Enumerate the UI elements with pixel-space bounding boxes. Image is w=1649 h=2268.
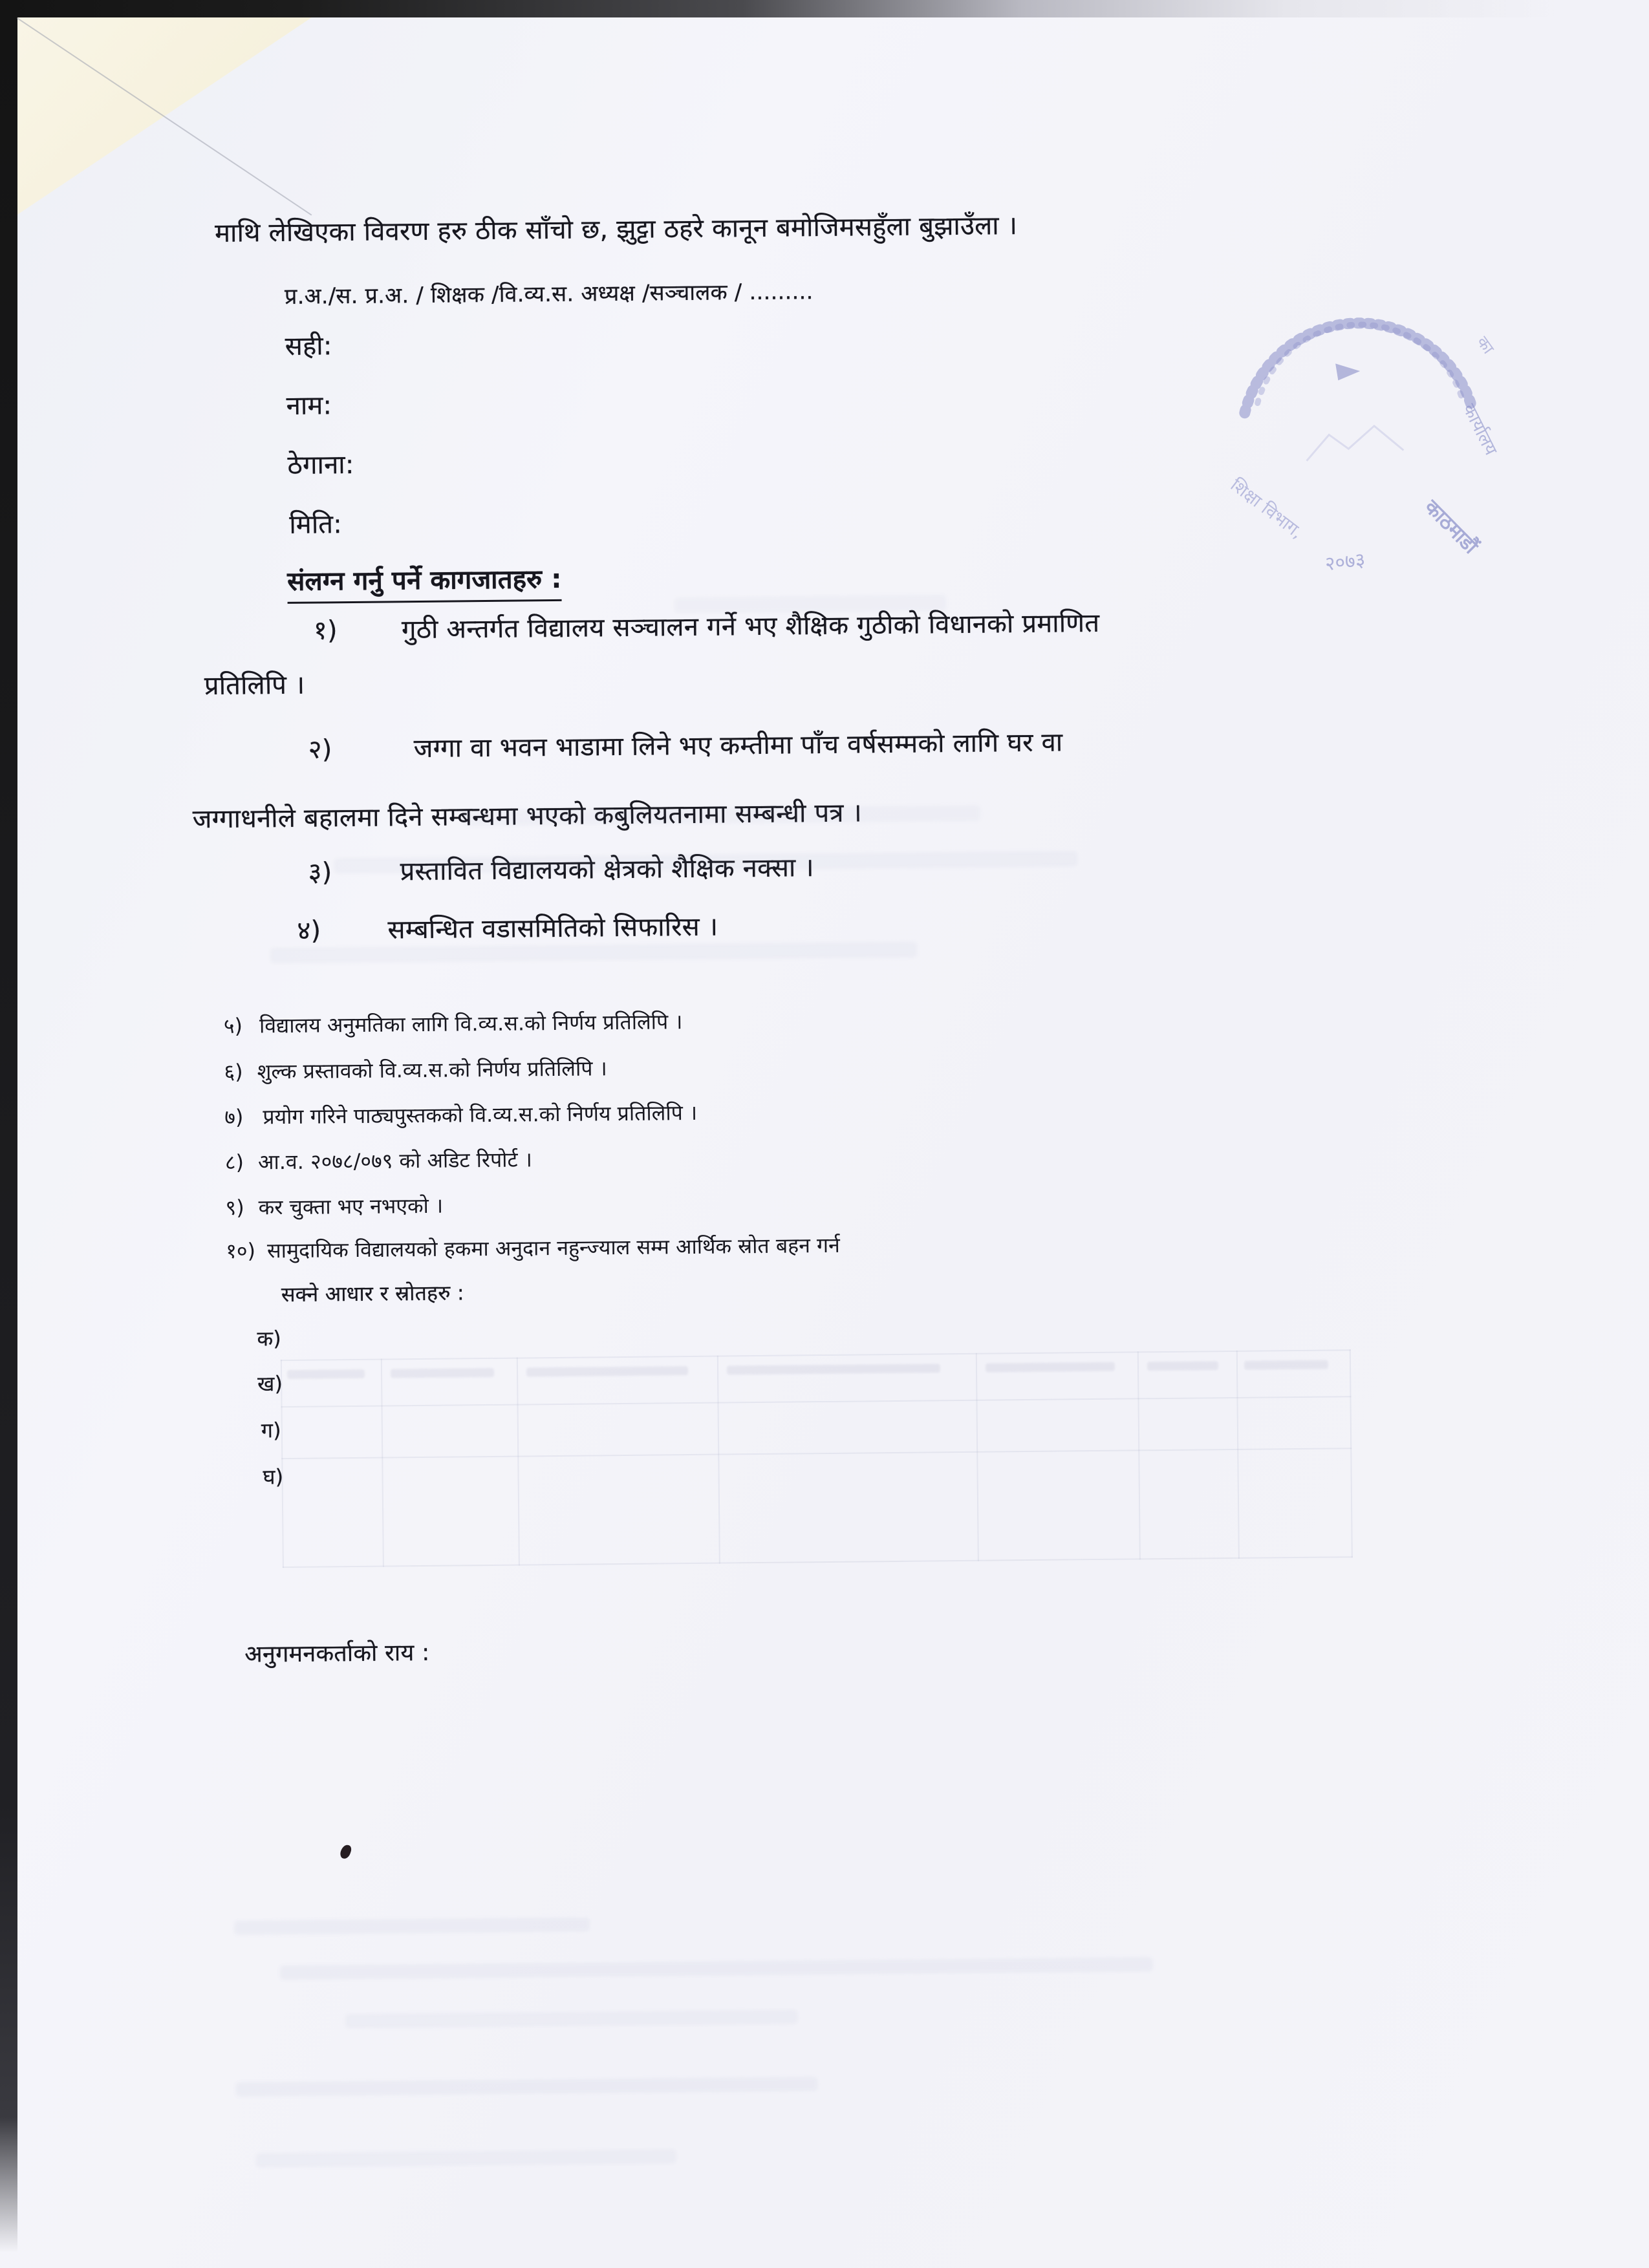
item-7-text: प्रयोग गरिने पाठ्यपुस्तकको वि.व्य.स.को निर्णय प्रतिलिपि । — [263, 1100, 698, 1129]
item-5 — [224, 1007, 683, 1040]
monitor-opinion-label: अनुगमनकर्ताको राय : — [244, 1639, 430, 1668]
item-6-text: शुल्क प्रस्तावको वि.व्य.स.को निर्णय प्रतिलिपि । — [257, 1056, 607, 1084]
bleedthrough-line — [674, 595, 946, 613]
item-8 — [225, 1145, 532, 1176]
scan-left-edge — [0, 0, 17, 2252]
item-7 — [224, 1098, 697, 1131]
item-6-number: ६) — [224, 1059, 243, 1084]
bleedthrough-line — [256, 2149, 676, 2167]
scan-top-edge — [0, 0, 1649, 17]
item-9-text: कर चुक्ता भए नभएको । — [258, 1193, 444, 1220]
attachments-heading: संलग्न गर्नु पर्ने कागजातहरु : — [287, 560, 562, 604]
stamp-text-left: शिक्षा विभाग, — [1226, 475, 1307, 543]
ink-dot — [339, 1843, 352, 1859]
name-label: नाम: — [286, 390, 332, 421]
stamp-fragment: का — [1472, 332, 1498, 358]
item-4-number: ४) — [297, 915, 321, 946]
letter-item-ga: ग) — [261, 1418, 281, 1443]
signature-label: सही: — [285, 331, 332, 361]
item-7-number: ७) — [224, 1104, 244, 1129]
bleedthrough-line — [234, 1918, 590, 1935]
bleedthrough-line — [345, 2009, 798, 2028]
item-3-number: ३) — [308, 857, 332, 888]
item-2-text-cont: जग्गाधनीले बहालमा दिने सम्बन्धमा भएको कबुलियतनामा सम्बन्धी पत्र । — [192, 798, 863, 835]
bleedthrough-line — [270, 942, 917, 964]
stamp-text-right-lower: काठमाडौं — [1419, 495, 1483, 559]
bleedthrough-line — [280, 1957, 1153, 1980]
letter-item-ka: क) — [257, 1326, 282, 1351]
item-4-text: सम्बन्धित वडासमितिको सिफारिस । — [387, 912, 718, 945]
stamp-text-right-upper: कार्यालय — [1458, 400, 1501, 459]
item-10-text: सामुदायिक विद्यालयको हकमा अनुदान नहुन्ज्याल सम्म आर्थिक स्रोत बहन गर्न — [266, 1232, 841, 1263]
letter-item-gha: घ) — [263, 1464, 284, 1490]
designation-line: प्र.अ./स. प्र.अ. / शिक्षक /वि.व्य.स. अध्यक्ष /सञ्चालक / ......... — [284, 279, 814, 310]
stamp-year: २०७३ — [1324, 548, 1367, 576]
item-5-number: ५) — [223, 1013, 243, 1038]
official-round-stamp-icon — [1208, 291, 1508, 591]
date-label: मिति: — [289, 509, 343, 540]
item-2-number: २) — [308, 734, 332, 765]
item-2-text: जग्गा वा भवन भाडामा लिने भए कम्तीमा पाँच वर्षसम्मको लागि घर वा — [413, 727, 1063, 764]
item-1-text-cont: प्रतिलिपि । — [204, 670, 305, 701]
item-10-text-cont: सक्ने आधार र स्रोतहरु : — [281, 1280, 465, 1307]
declaration-line: माथि लेखिएका विवरण हरु ठीक साँचो छ, झुट्टा ठहरे कानून बमोजिमसहुँला बुझाउँला । — [214, 211, 1018, 248]
bleedthrough-line — [236, 2077, 818, 2097]
item-3-text: प्रस्तावित विद्यालयको क्षेत्रको शैक्षिक नक्सा । — [400, 853, 814, 887]
letter-item-kha: ख) — [257, 1371, 283, 1396]
item-8-text: आ.व. २०७८/०७९ को अडिट रिपोर्ट । — [257, 1147, 533, 1175]
item-5-text: विद्यालय अनुमतिका लागि वि.व्य.स.को निर्णय प्रतिलिपि । — [259, 1009, 683, 1038]
bleedthrough-table — [281, 1349, 1353, 1568]
item-8-number: ८) — [224, 1150, 244, 1175]
item-10 — [226, 1231, 840, 1265]
item-9 — [225, 1192, 443, 1221]
item-9-number: ९) — [225, 1195, 244, 1220]
item-6 — [224, 1054, 607, 1086]
item-1-number: १) — [313, 615, 338, 646]
item-10-number: १०) — [226, 1238, 256, 1263]
item-1-text: गुठी अन्तर्गत विद्यालय सञ्चालन गर्ने भए शैक्षिक गुठीको विधानको प्रमाणित — [401, 608, 1100, 645]
address-label: ठेगाना: — [287, 449, 354, 480]
